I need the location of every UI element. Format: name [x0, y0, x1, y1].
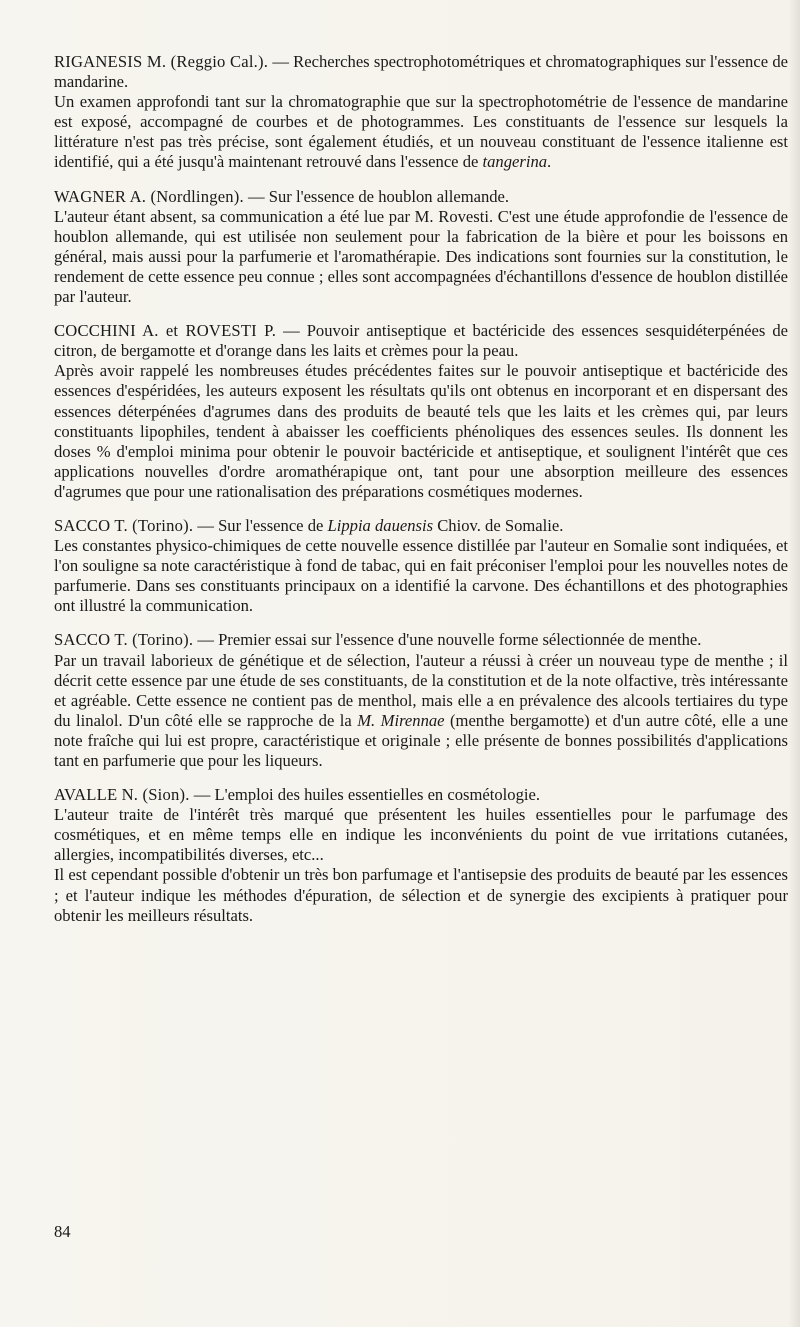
abstract-entry — [54, 52, 788, 173]
entry-body-italic: tangerina — [482, 152, 548, 172]
entry-heading — [54, 321, 788, 361]
entry-dash: — — [243, 186, 269, 206]
entry-body-text-end: . — [547, 152, 552, 172]
entry-heading — [54, 52, 788, 92]
entry-heading — [54, 785, 788, 805]
entry-body: L'auteur traite de l'intérêt très marqué que présentent les huiles essentielles pour le parfumage des cosmétiques, et en même temps elle en indique les inconvénients du point de vue irritations cutanées, allergies, incompatibilités diverses, etc... — [54, 805, 788, 865]
entry-dash: — — [268, 52, 294, 71]
entry-heading — [54, 516, 788, 536]
entry-heading — [54, 630, 788, 650]
entry-dash: — — [276, 321, 307, 341]
abstracts-column — [54, 52, 788, 940]
entry-body: Il est cependant possible d'obtenir un très bon parfumage et l'antisepsie des produits de beauté par les essences ; et l'auteur indique les méthodes d'épuration, de sélection et de synergie des excipients à pratiquer pour obtenir les meilleurs résultats. — [54, 865, 788, 925]
entry-body: Après avoir rappelé les nombreuses études précédentes faites sur le pouvoir antiseptique et bactéricide des essences d'espéridées, les auteurs exposent les résultats qu'ils ont obtenus en incorporant et en dispersant des essences déterpénées d'agrumes dans des produits de beauté tels que les laits et les crèmes qui, par leurs constituants lipophiles, tendent à abaisser les coefficients phénoliques des essences seules. Ils donnent les doses % d'emploi minima pour obtenir le pouvoir bactéricide et antiseptique, et soulignent l'intérêt que ces applications nouvelles d'ordre aromathérapique ont, tant pour une absorption meilleure des essences d'agrumes que pour une rationalisation des préparations cosmétiques modernes. — [54, 361, 788, 501]
abstract-entry — [54, 630, 788, 771]
entry-title: Sur l'essence de houblon allemande. — [268, 186, 510, 206]
entry-title: Sur l'essence de — [218, 515, 328, 535]
entry-author: SACCO T. (Torino). — [54, 515, 194, 535]
entry-body: L'auteur étant absent, sa communication a été lue par M. Rovesti. C'est une étude approfondie de l'essence de houblon allemande, qui est utilisée non seulement pour la fabrication de la bière et pour les boissons en général, mais aussi pour la parfumerie et l'aromathérapie. Des indications sont fournies sur la constitution, le rendement de cette essence peu connue ; elles sont accompagnées d'échantillons d'essence de houblon distillée par l'auteur. — [54, 206, 788, 307]
entry-dash: — — [189, 785, 215, 805]
entry-body — [54, 92, 788, 172]
entry-title: Premier essai sur l'essence d'une nouvelle forme sélectionnée de menthe. — [218, 630, 702, 650]
entry-body-text-end: (menthe bergamotte) et d'un autre côté, elle a une note fraîche qui lui est propre, caractéristique et originale ; elle présente de bonnes possibilités d'applications tant en parfumerie que pour les liqueurs. — [54, 710, 788, 770]
entry-title: L'emploi des huiles essentielles en cosmétologie. — [214, 785, 541, 805]
entry-body — [54, 651, 788, 772]
entry-title: Pouvoir antiseptique et bactéricide des essences sesquidéterpénées de citron, de bergamotte et d'orange dans les laits et crèmes pour la peau. — [54, 321, 789, 361]
abstract-entry — [54, 785, 788, 926]
entry-body-text: Par un travail laborieux de génétique et de sélection, l'auteur a réussi à créer un nouveau type de menthe ; il décrit cette essence par une étude de ses constituants, de la constitution et de la note olfactive, très intéressante et agréable. Cette essence ne contient pas de menthol, mais elle a en prévalence des alcools tertiaires du type du linalol. D'un côté elle se rapproche de la — [54, 650, 788, 730]
entry-body-text: Un examen approfondi tant sur la chromatographie que sur la spectrophotométrie de l'essence de mandarine est exposé, accompagné de courbes et de photogrammes. Les constituants de l'essence sur lesquels la littérature n'est pas très précise, sont également étudiés, et un nouveau constituant de l'essence italienne est identifié, qui a été jusqu'à maintenant retrouvé dans l'essence de — [54, 92, 788, 172]
entry-dash: — — [193, 515, 219, 535]
entry-author: RIGANESIS M. (Reggio Cal.). — [54, 52, 269, 71]
entry-title-italic: Lippia dauensis — [327, 515, 434, 535]
entry-dash: — — [193, 630, 219, 650]
entry-author: COCCHINI A. et ROVESTI P. — [54, 321, 277, 341]
entry-title: Recherches spectrophotométriques et chromatographiques sur l'essence de mandarine. — [54, 52, 788, 92]
entry-title-end: Chiov. de Somalie. — [433, 515, 564, 535]
entry-body-italic: M. Mirennae — [357, 710, 445, 730]
abstract-entry — [54, 187, 788, 308]
entry-author: SACCO T. (Torino). — [54, 630, 194, 650]
entry-body: Les constantes physico-chimiques de cette nouvelle essence distillée par l'auteur en Somalie sont indiquées, et l'on souligne sa note caractéristique à fond de tabac, qui en fait préconiser l'emploi pour les nouvelles notes de parfumerie. Dans ses constituants principaux on a identifié la carvone. Des échantillons et des photographies ont illustré la communication. — [54, 536, 788, 616]
page-number: 84 — [54, 1222, 71, 1241]
abstract-entry — [54, 516, 788, 616]
abstract-entry — [54, 321, 788, 502]
entry-heading — [54, 187, 788, 207]
entry-author: WAGNER A. (Nordlingen). — [54, 186, 244, 206]
page-edge-shadow — [788, 0, 800, 1327]
entry-author: AVALLE N. (Sion). — [54, 785, 190, 805]
